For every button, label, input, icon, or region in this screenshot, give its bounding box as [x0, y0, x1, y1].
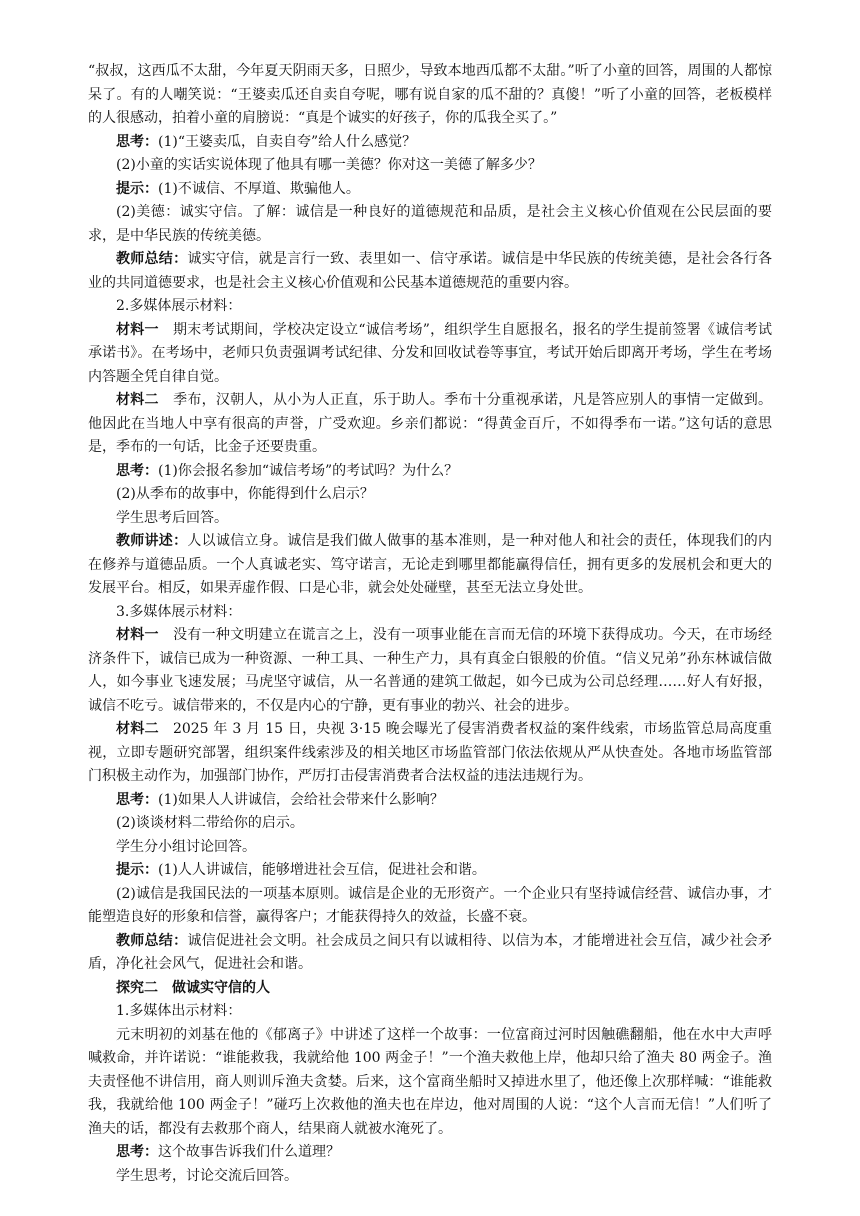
paragraph	[88, 836, 772, 860]
paragraph	[88, 977, 772, 1001]
paragraph-label: 教师讲述：	[116, 533, 188, 549]
paragraph	[88, 178, 772, 202]
paragraph-text: 期末考试期间，学校决定设立“诚信考场”，组织学生自愿报名，报名的学生提前签署《诚信考试承诺书》。在考场中，老师只负责强调考试纪律、分发和回收试卷等事宜，考试开始后即离开考场，学生在考场内答题全凭自律自觉。	[88, 321, 773, 385]
paragraph	[88, 1000, 772, 1024]
paragraph-label: 思考：	[116, 791, 158, 808]
paragraph	[88, 718, 772, 789]
paragraph-label: 材料二	[116, 721, 159, 737]
paragraph-label: 提示：	[116, 180, 158, 197]
paragraph-text: 1.多媒体出示材料：	[116, 1003, 242, 1019]
paragraph-text: (2)从季布的故事中，你能得到什么启示？	[116, 486, 374, 502]
paragraph-text: (2)谈谈材料二带给你的启示。	[116, 815, 304, 831]
paragraph-text: (1)“王婆卖瓜，自卖自夸”给人什么感觉？	[158, 133, 417, 150]
paragraph-text: 没有一种文明建立在谎言之上，没有一项事业能在言而无信的环境下获得成功。今天，在市场经济条件下，诚信已成为一种资源、一种工具、一种生产力，具有真金白银般的价值。“信义兄弟”孙东林诚信做人，如今事业飞速发展；马虎坚守诚信，从一名普通的建筑工做起，如今已成为公司总经理……好人有好报，诚信不吃亏。诚信带来的，不仅是内心的宁静，更有事业的勃兴、社会的进步。	[88, 627, 773, 714]
paragraph-text: 学生思考后回答。	[116, 509, 228, 526]
paragraph-text: (2)诚信是我国民法的一项基本原则。诚信是企业的无形资产。一个企业只有坚持诚信经营、诚信办事，才能塑造良好的形象和信誉，赢得客户；才能获得持久的效益，长盛不衰。	[88, 885, 772, 925]
paragraph-text: 学生分小组讨论回答。	[116, 838, 256, 855]
paragraph-text: 3.多媒体展示材料：	[116, 603, 242, 620]
paragraph-label: 教师总结：	[116, 251, 188, 267]
paragraph	[88, 60, 772, 131]
paragraph-text: 做诚实守信的人	[172, 979, 270, 996]
paragraph-label: 思考：	[116, 1144, 158, 1160]
paragraph-label: 材料一	[116, 321, 159, 338]
paragraph-text: (1)不诚信、不厚道、欺骗他人。	[158, 180, 360, 197]
paragraph-label: 教师总结：	[116, 932, 188, 949]
paragraph	[88, 507, 772, 531]
paragraph-label: 思考：	[116, 133, 158, 150]
paragraph	[88, 460, 772, 484]
paragraph	[88, 154, 772, 178]
paragraph-text: 季布，汉朝人，从小为人正直，乐于助人。季布十分重视承诺，凡是答应别人的事情一定做到。他因此在当地人中享有很高的声誉，广受欢迎。乡亲们都说：“得黄金百斤，不如得季布一诺。”这句话的意思是，季布的一句话，比金子还要贵重。	[88, 392, 773, 455]
paragraph	[88, 789, 772, 813]
paragraph	[88, 883, 772, 930]
paragraph	[88, 1165, 772, 1189]
paragraph-text: (1)如果人人讲诚信，会给社会带来什么影响？	[158, 791, 444, 808]
paragraph	[88, 812, 772, 836]
paragraph-label: 探究二	[116, 979, 158, 996]
paragraph-text: 元末明初的刘基在他的《郁离子》中讲述了这样一个故事：一位富商过河时因触礁翻船，他在水中大声呼喊救命，并许诺说：“谁能救我，我就给他 100 两金子！”一个渔夫救他上岸，他却只给了渔夫 80 两金子。渔夫责怪他不讲信用，商人则训斥渔夫贪婪。后来，这个富商坐船时又掉进水里了，他还像上次那样喊：“谁能救我，我就给他 100 两金子！”碰巧上次救他的渔夫也在岸边，他对周围的人说：“这个人言而无信！”人们听了渔夫的话，都没有去救那个商人，结果商人就被水淹死了。	[88, 1026, 772, 1137]
paragraph	[88, 530, 772, 601]
paragraph-text: 学生思考，讨论交流后回答。	[116, 1167, 298, 1184]
paragraph	[88, 930, 772, 977]
paragraph-text: “叔叔，这西瓜不太甜，今年夏天阴雨天多，日照少，导致本地西瓜都不太甜。”听了小童的回答，周围的人都惊呆了。有的人嘲笑说：“王婆卖瓜还自卖自夸呢，哪有说自家的瓜不甜的？真傻！”听了小童的回答，老板模样的人很感动，拍着小童的肩膀说：“真是个诚实的好孩子，你的瓜我全买了。”	[88, 63, 772, 126]
paragraph	[88, 624, 772, 718]
paragraph-text: (1)人人讲诚信，能够增进社会互信，促进社会和谐。	[158, 862, 486, 878]
paragraph-text: 诚实守信，就是言行一致、表里如一、信守承诺。诚信是中华民族的传统美德，是社会各行各业的共同道德要求，也是社会主义核心价值观和公民基本道德规范的重要内容。	[88, 251, 773, 291]
paragraph-text: 诚信促进社会文明。社会成员之间只有以诚相待、以信为本，才能增进社会互信，减少社会矛盾，净化社会风气，促进社会和谐。	[88, 932, 773, 972]
paragraph	[88, 319, 772, 390]
paragraph	[88, 201, 772, 248]
paragraph	[88, 295, 772, 319]
paragraph-text: (1)你会报名参加“诚信考场”的考试吗？为什么？	[158, 462, 459, 479]
paragraph-label: 材料一	[116, 627, 159, 643]
paragraph	[88, 1024, 772, 1142]
paragraph-text: 人以诚信立身。诚信是我们做人做事的基本准则，是一种对他人和社会的责任，体现我们的内在修养与道德品质。一个人真诚老实、笃守诺言，无论走到哪里都能赢得信任，拥有更多的发展机会和更大的发展平台。相反，如果弄虚作假、口是心非，就会处处碰壁，甚至无法立身处世。	[88, 533, 773, 596]
paragraph	[88, 131, 772, 155]
paragraph-text: (2)小童的实话实说体现了他具有哪一美德？你对这一美德了解多少？	[116, 157, 542, 173]
paragraph-text: 2.多媒体展示材料：	[116, 298, 242, 314]
paragraph-label: 材料二	[116, 392, 159, 408]
paragraph	[88, 1141, 772, 1165]
paragraph	[88, 601, 772, 625]
paragraph-text: 这个故事告诉我们什么道理？	[158, 1144, 340, 1160]
paragraph-text: 2025 年 3 月 15 日，央视 3·15 晚会曝光了侵害消费者权益的案件线索，市场监管总局高度重视，立即专题研究部署，组织案件线索涉及的相关地区市场监管部门依法依规从严从快查处。各地市场监管部门积极主动作为，加强部门协作，严厉打击侵害消费者合法权益的违法违规行为。	[88, 721, 773, 784]
paragraph-label: 提示：	[116, 862, 158, 878]
paragraph-label: 思考：	[116, 462, 158, 479]
paragraph	[88, 859, 772, 883]
paragraph-text: (2)美德：诚实守信。了解：诚信是一种良好的道德规范和品质，是社会主义核心价值观在公民层面的要求，是中华民族的传统美德。	[88, 204, 772, 244]
paragraph	[88, 483, 772, 507]
paragraph	[88, 248, 772, 295]
paragraph	[88, 389, 772, 460]
